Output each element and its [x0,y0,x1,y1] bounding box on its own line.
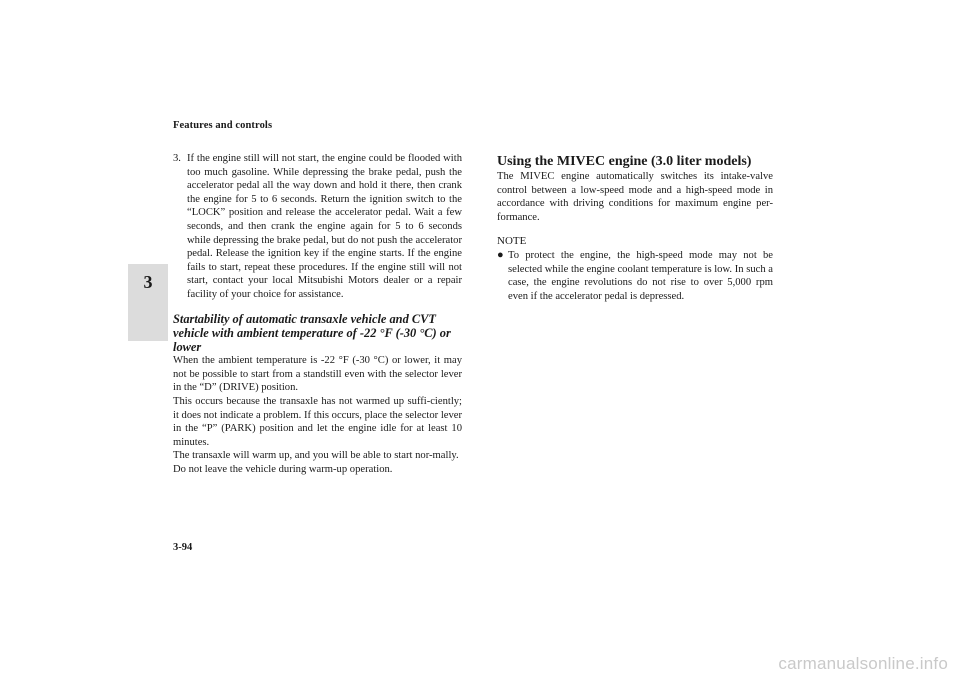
bullet-icon: ● [497,248,504,261]
step-text: If the engine still will not start, the engine could be flooded with too much gasoline. While depressing the brake pedal, push the accelerator pedal all the way down and hold it there, then crank the engine for 5 to 6 seconds. Return the ignition switch to the “LOCK” position and release the accelerator pedal. Wait a few seconds, and then crank the engine again for 5 to 6 seconds while depressing the brake pedal, but do not push the accelerator pedal. Release the ignition key if the engine starts. If the engine fails to start, repeat these procedures. If the engine still will not start, contact your local Mitsubishi Motors dealer or a repair facility of your choice for assistance. [187,153,462,300]
right-column [497,152,773,303]
paragraph: The transaxle will warm up, and you will be able to start nor-mally. [173,450,459,462]
chapter-tab [128,264,168,341]
section-title-mivec: Using the MIVEC engine (3.0 liter models) [497,154,752,169]
watermark: carmanualsonline.info [778,654,948,673]
step-number: 3. [173,153,181,164]
paragraph: When the ambient temperature is -22 °F (-30 °C) or lower, it may not be possible to start from a standstill even with the selector lever in the “D” (DRIVE) position. [173,355,462,394]
paragraph: The MIVEC engine automatically switches its intake-valve control between a low-speed mode and a high-speed mode in accordance with driving conditions for maximum engine per-formance. [497,171,773,223]
paragraph: Do not leave the vehicle during warm-up operation. [173,463,393,475]
page-number: 3-94 [173,542,193,553]
note-text: To protect the engine, the high-speed mode may not be selected while the engine coolant temperature is low. In such a case, the engine revolutions do not rise to over 5,000 rpm even if the accelerator pedal is depressed. [508,249,773,302]
step-3 [173,152,462,302]
chapter-number: 3 [143,272,153,292]
paragraph: This occurs because the transaxle has not warmed up suffi-ciently; it does not indicate a problem. If this occurs, place the selector lever in the “P” (PARK) position and let the engine idle for at least 10 minutes. [173,395,462,448]
note-label: NOTE [497,235,527,248]
subheading-startability: Startability of automatic transaxle vehicle and CVT vehicle with ambient temperature of -22 °F (-30 °C) or lower [173,311,451,354]
note-item [497,249,773,303]
section-header: Features and controls [173,120,273,131]
left-column [173,152,462,476]
